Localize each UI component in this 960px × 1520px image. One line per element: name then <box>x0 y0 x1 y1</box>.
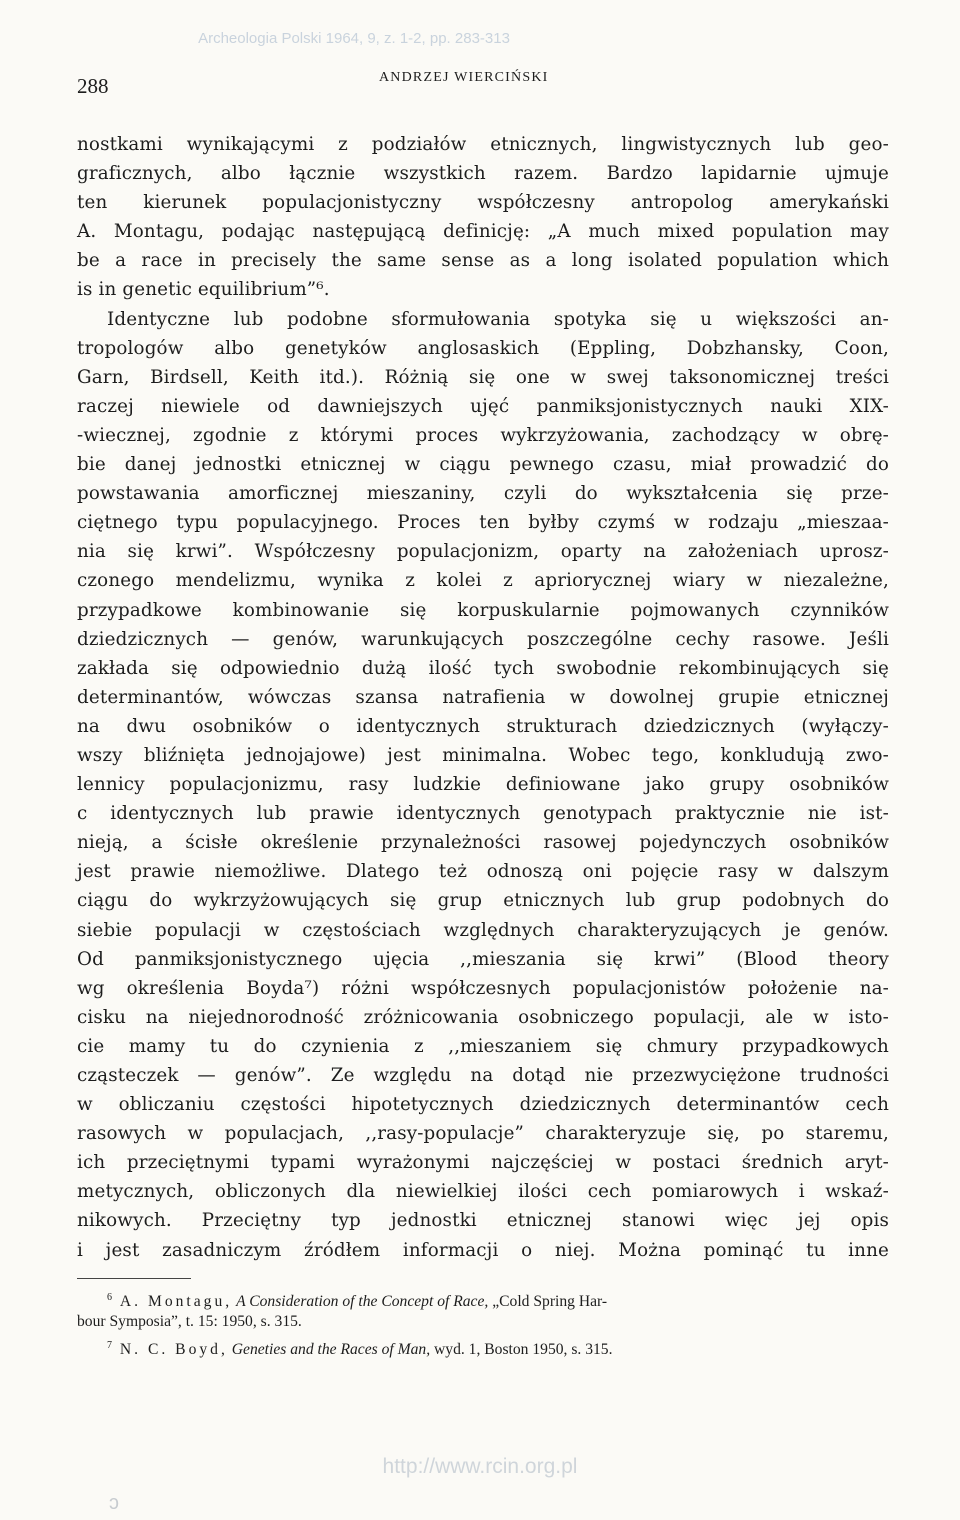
text-line: ciągu do wykrzyżowujących się grup etnicznych lub grup podobnych do <box>77 890 889 912</box>
footnote-author: N. C. Boyd, <box>119 1341 228 1359</box>
text-line: metycznych, obliczonych dla niewielkiej ilości cech pomiarowych i wskaź- <box>77 1181 889 1203</box>
text-line: nia się krwi”. Współczesny populacjonizm, oparty na założeniach uprosz- <box>77 541 889 563</box>
text-line: wg określenia Boyda⁷) różni współczesnych populacjonistów położenie na- <box>77 977 889 999</box>
text-line: nikowych. Przeciętny typ jednostki etnicznej stanowi więc jej opis <box>77 1210 889 1232</box>
archive-watermark: Archeologia Polski 1964, 9, z. 1-2, pp. 283-313 <box>198 30 510 47</box>
text-line: w obliczaniu częstości hipotetycznych dziedzicznych determinantów cech <box>77 1094 889 1116</box>
text-line: przypadkowe kombinowanie się korpuskularnie pojmowanych czynników <box>77 599 889 621</box>
text-line: zakłada się odpowiednio dużą ilość tych swobodnie rekombinujących się <box>77 657 889 679</box>
text-line: powstawania amorficznej mieszaniny, czyli do wykształcenia się prze- <box>77 483 889 505</box>
text-line: nieją, a ścisłe określenie przynależności rasowej pojedynczych osobników <box>77 832 889 854</box>
text-line: na dwu osobników o identycznych strukturach dziedzicznych (wyłączy- <box>77 715 889 737</box>
text-line: -wiecznej, zgodnie z którymi proces wykrzyżowania, zachodzący w obrę- <box>77 424 889 446</box>
text-line: Od panmiksjonistycznego ujęcia ,,mieszania się krwi” (Blood theory <box>77 948 889 970</box>
text-line: c identycznych lub prawie identycznych genotypach praktycznie nie ist- <box>77 803 889 825</box>
text-line: tropologów albo genetyków anglosaskich (Eppling, Dobzhansky, Coon, <box>77 337 889 359</box>
text-line: Identyczne lub podobne sformułowania spotyka się u większości an- <box>107 308 889 330</box>
text-line: ich przeciętnymi typami wyrażonymi najczęściej w postaci średnich aryt- <box>77 1152 889 1174</box>
text-line: ciętnego typu populacyjnego. Proces ten byłby czymś w rodzaju „mieszaa- <box>77 512 889 534</box>
text-line: is in genetic equilibrium”⁶. <box>77 279 330 301</box>
text-line: lennicy populacjonizmu, rasy ludzkie definiowane jako grupy osobników <box>77 774 889 796</box>
text-line: Garn, Birdsell, Keith itd.). Różnią się one w swej taksonomicznej treści <box>77 366 889 388</box>
text-line: rasowych w populacjach, ,,rasy-populacje” charakteryzuje się, po staremu, <box>77 1123 889 1145</box>
footnote-rule <box>77 1278 191 1279</box>
footnote-title: A Consideration of the Concept of Race, <box>236 1293 489 1311</box>
text-line: graficznych, albo łącznie wszystkich razem. Bardzo lapidarnie ujmuje <box>77 163 889 185</box>
footnote-7 <box>77 1334 889 1358</box>
text-line: czonego mendelizmu, wynika z kolei z apriorycznej wiary w niezależne, <box>77 570 889 592</box>
text-line: dziedzicznych — genów, warunkujących poszczególne cechy rasowe. Jeśli <box>77 628 889 650</box>
footnote-6 <box>77 1286 889 1310</box>
footnote-author: A. Montagu, <box>119 1293 233 1311</box>
text-line: cisku na niejednorodność zróżnicowania osobniczego populacji, ale w isto- <box>77 1006 889 1028</box>
text-line: determinantów, wówczas szansa natrafienia w dowolnej grupie etnicznej <box>77 686 889 708</box>
page-number: 288 <box>77 74 109 98</box>
footnote-number: 6 <box>107 1292 112 1303</box>
footnote-source: wyd. 1, Boston 1950, s. 315. <box>434 1341 613 1359</box>
page-header <box>77 70 887 102</box>
footnote-source: „Cold Spring Har- <box>492 1293 608 1311</box>
footnote-number: 7 <box>107 1340 112 1351</box>
url-watermark: http://www.rcin.org.pl <box>382 1455 578 1478</box>
text-line: jest prawie niemożliwe. Dlatego też odnoszą oni pojęcie rasy w dalszym <box>77 861 889 883</box>
running-head: ANDRZEJ WIERCIŃSKI <box>379 70 549 85</box>
text-line: be a race in precisely the same sense as a long isolated population which <box>77 250 889 272</box>
main-text <box>77 130 889 1265</box>
footnotes <box>77 1286 889 1358</box>
text-line: bie danej jednostki etnicznej w ciągu pewnego czasu, miał prowadzić do <box>77 454 889 476</box>
text-line: i jest zasadniczym źródłem informacji o niej. Można pominąć tu inne <box>77 1239 889 1261</box>
footnote-6-cont: bour Symposia”, t. 15: 1950, s. 315. <box>77 1313 302 1330</box>
text-line: nostkami wynikającymi z podziałów etnicznych, lingwistycznych lub geo- <box>77 134 889 155</box>
text-line: cie mamy tu do czynienia z ,,mieszaniem się chmury przypadkowych <box>77 1035 889 1057</box>
text-line: A. Montagu, podając następującą definicję: „A much mixed population may <box>77 221 889 243</box>
scan-artifact-mark: ↄ <box>109 1492 119 1514</box>
text-line: cząsteczek — genów”. Ze względu na dotąd nie przezwyciężone trudności <box>77 1065 889 1086</box>
text-line: wszy bliźnięta jednojajowe) jest minimalna. Wobec tego, konkludują zwo- <box>77 744 889 766</box>
footnote-title: Geneties and the Races of Man, <box>231 1341 431 1359</box>
text-line: siebie populacji w częstościach względnych charakteryzujących je genów. <box>77 919 889 941</box>
text-line: ten kierunek populacjonistyczny współczesny antropolog amerykański <box>77 192 889 214</box>
text-line: raczej niewiele od dawniejszych ujęć panmiksjonistycznych nauki XIX- <box>77 395 889 417</box>
